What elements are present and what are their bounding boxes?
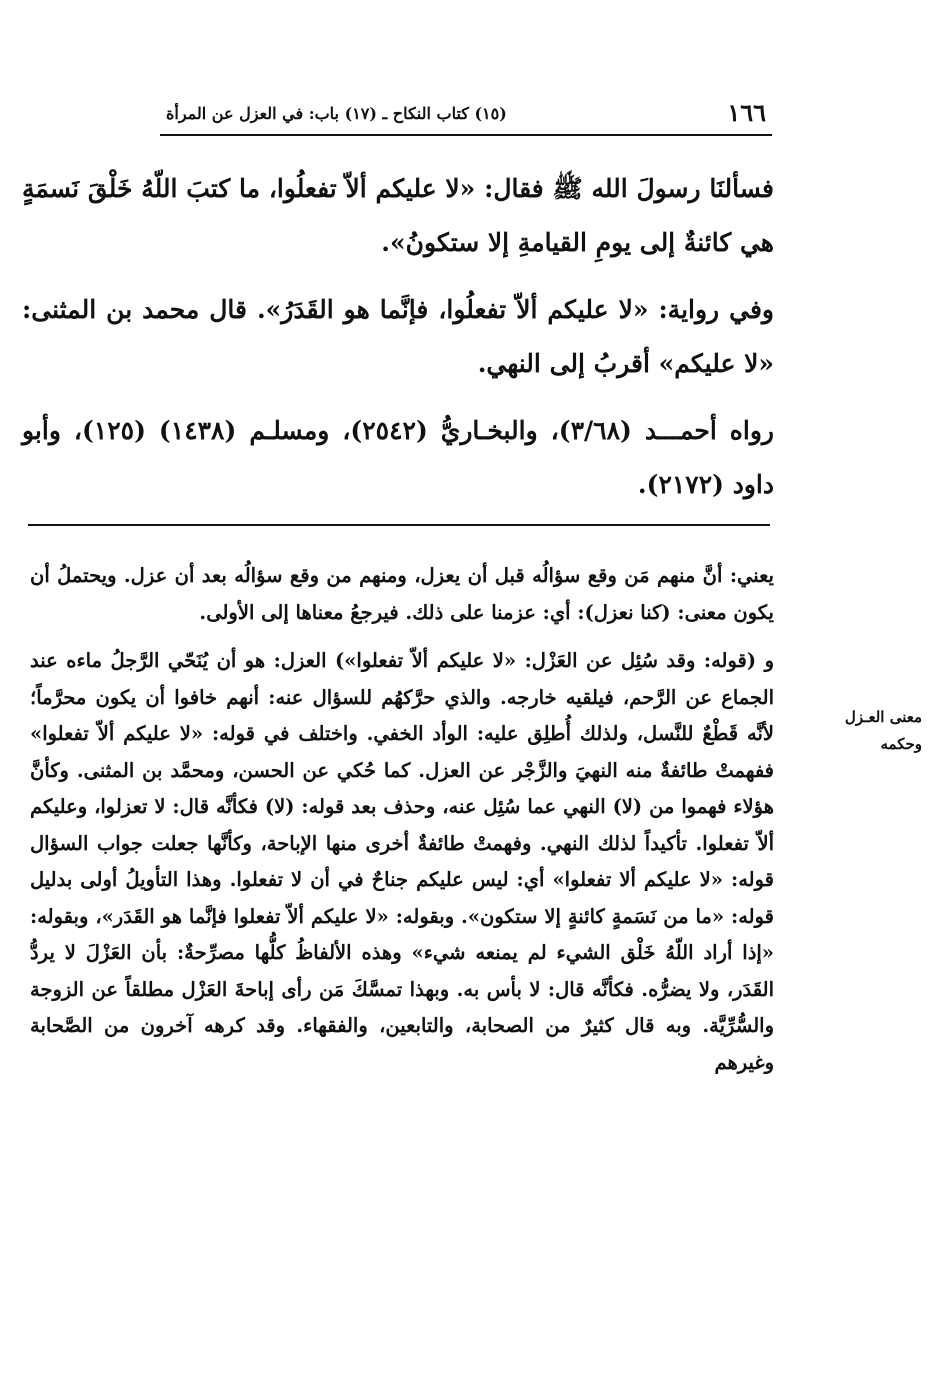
commentary-paragraph: يعني: أنَّ منهم مَن وقع سؤالُه قبل أن يعزل، ومنهم من وقع سؤالُه بعد أن عزل. ويحتملُ أن يكون معنى: (كنا نعزل): أي: عزمنا على ذلك. فيرجعُ معناها إلى الأولى.	[30, 564, 774, 624]
hadith-paragraph: فسألنَا رسولَ الله ﷺ فقال: «لا عليكم ألاّ تفعلُوا، ما كتبَ اللّهُ خَلْقَ نَسمَةٍ هي كائنةٌ إلى يومِ القيامةِ إلا ستكونُ».	[22, 174, 774, 257]
running-title: (١٥) كتاب النكاح ـ (١٧) باب: في العزل عن المرأة	[166, 104, 507, 123]
commentary-text	[30, 558, 774, 1093]
margin-note	[790, 704, 922, 758]
footnote-separator	[28, 524, 770, 526]
hadith-text	[22, 162, 774, 525]
page-number: ١٦٦	[727, 98, 766, 127]
margin-note-line: معنى العـزل	[844, 708, 922, 726]
commentary-paragraph: و (قوله: وقد سُئِل عن العَزْل: «لا عليكم ألاّ تفعلوا») العزل: هو أن يُنَحّي الرَّجلُ ماءه عند الجماع عن الرَّحم، فيلقيه خارجه. والذي حرَّكهُم للسؤال عنه: أنهم خافوا أن يكون محرَّماً؛ لأنَّه قَطْعٌ للنَّسل، ولذلك أُطلِق عليه: الوأد الخفي. واختلف في قوله: «لا عليكم ألاّ تفعلوا» ففهمتْ طائفةٌ منه النهيَ والزَّجْر عن العزل. كما حُكي عن الحسن، ومحمَّد بن المثنى. وكأنَّ هؤلاء فهموا من (لا) النهي عما سُئِل عنه، وحذف بعد قوله: (لا) فكأنَّه قال: لا تعزلوا، وعليكم ألاّ تفعلوا. تأكيداً لذلك النهي. وفهمتْ طائفةٌ أخرى منها الإباحة، وكأنَّها جعلت جواب السؤال قوله: «لا عليكم ألا تفعلوا» أي: ليس عليكم جناحٌ في أن لا تفعلوا. وهذا التأويلُ أولى بدليل قوله: «ما من نَسَمةٍ كائنةٍ إلا ستكون». وبقوله: «لا عليكم ألاّ تفعلوا فإنَّما هو القَدَر»، وبقوله: «إذا أراد اللّهُ خَلْق الشيء لم يمنعه شيء» وهذه الألفاظُ كلُّها مصرِّحةٌ: بأن العَزْلَ لا يردُّ القَدَر، ولا يضرُّه. فكأنَّه قال: لا بأس به. وبهذا تمسَّكَ مَن رأى إباحةَ العَزْل مطلقاً عن الزوجة والسُّرِّيَّة. وبه قال كثيرٌ من الصحابة، والتابعين، والفقهاء. وقد كرهه آخرون من الصَّحابة وغيرهم	[30, 649, 774, 1074]
hadith-sources: رواه أحمـــد (٣/٦٨)، والبخـاريُّ (٢٥٤٢)، ومسلـم (١٤٣٨) (١٢٥)، وأبو داود (٢١٧٢).	[22, 416, 774, 499]
margin-note-line: وحكمه	[880, 735, 922, 753]
header-rule	[160, 134, 772, 136]
page-header	[160, 96, 772, 132]
hadith-narration-variant: وفي رواية: «لا عليكم ألاّ تفعلُوا، فإنَّما هو القَدَرُ». قال محمد بن المثنى: «لا عليكم» أقربُ إلى النهي.	[22, 295, 774, 378]
